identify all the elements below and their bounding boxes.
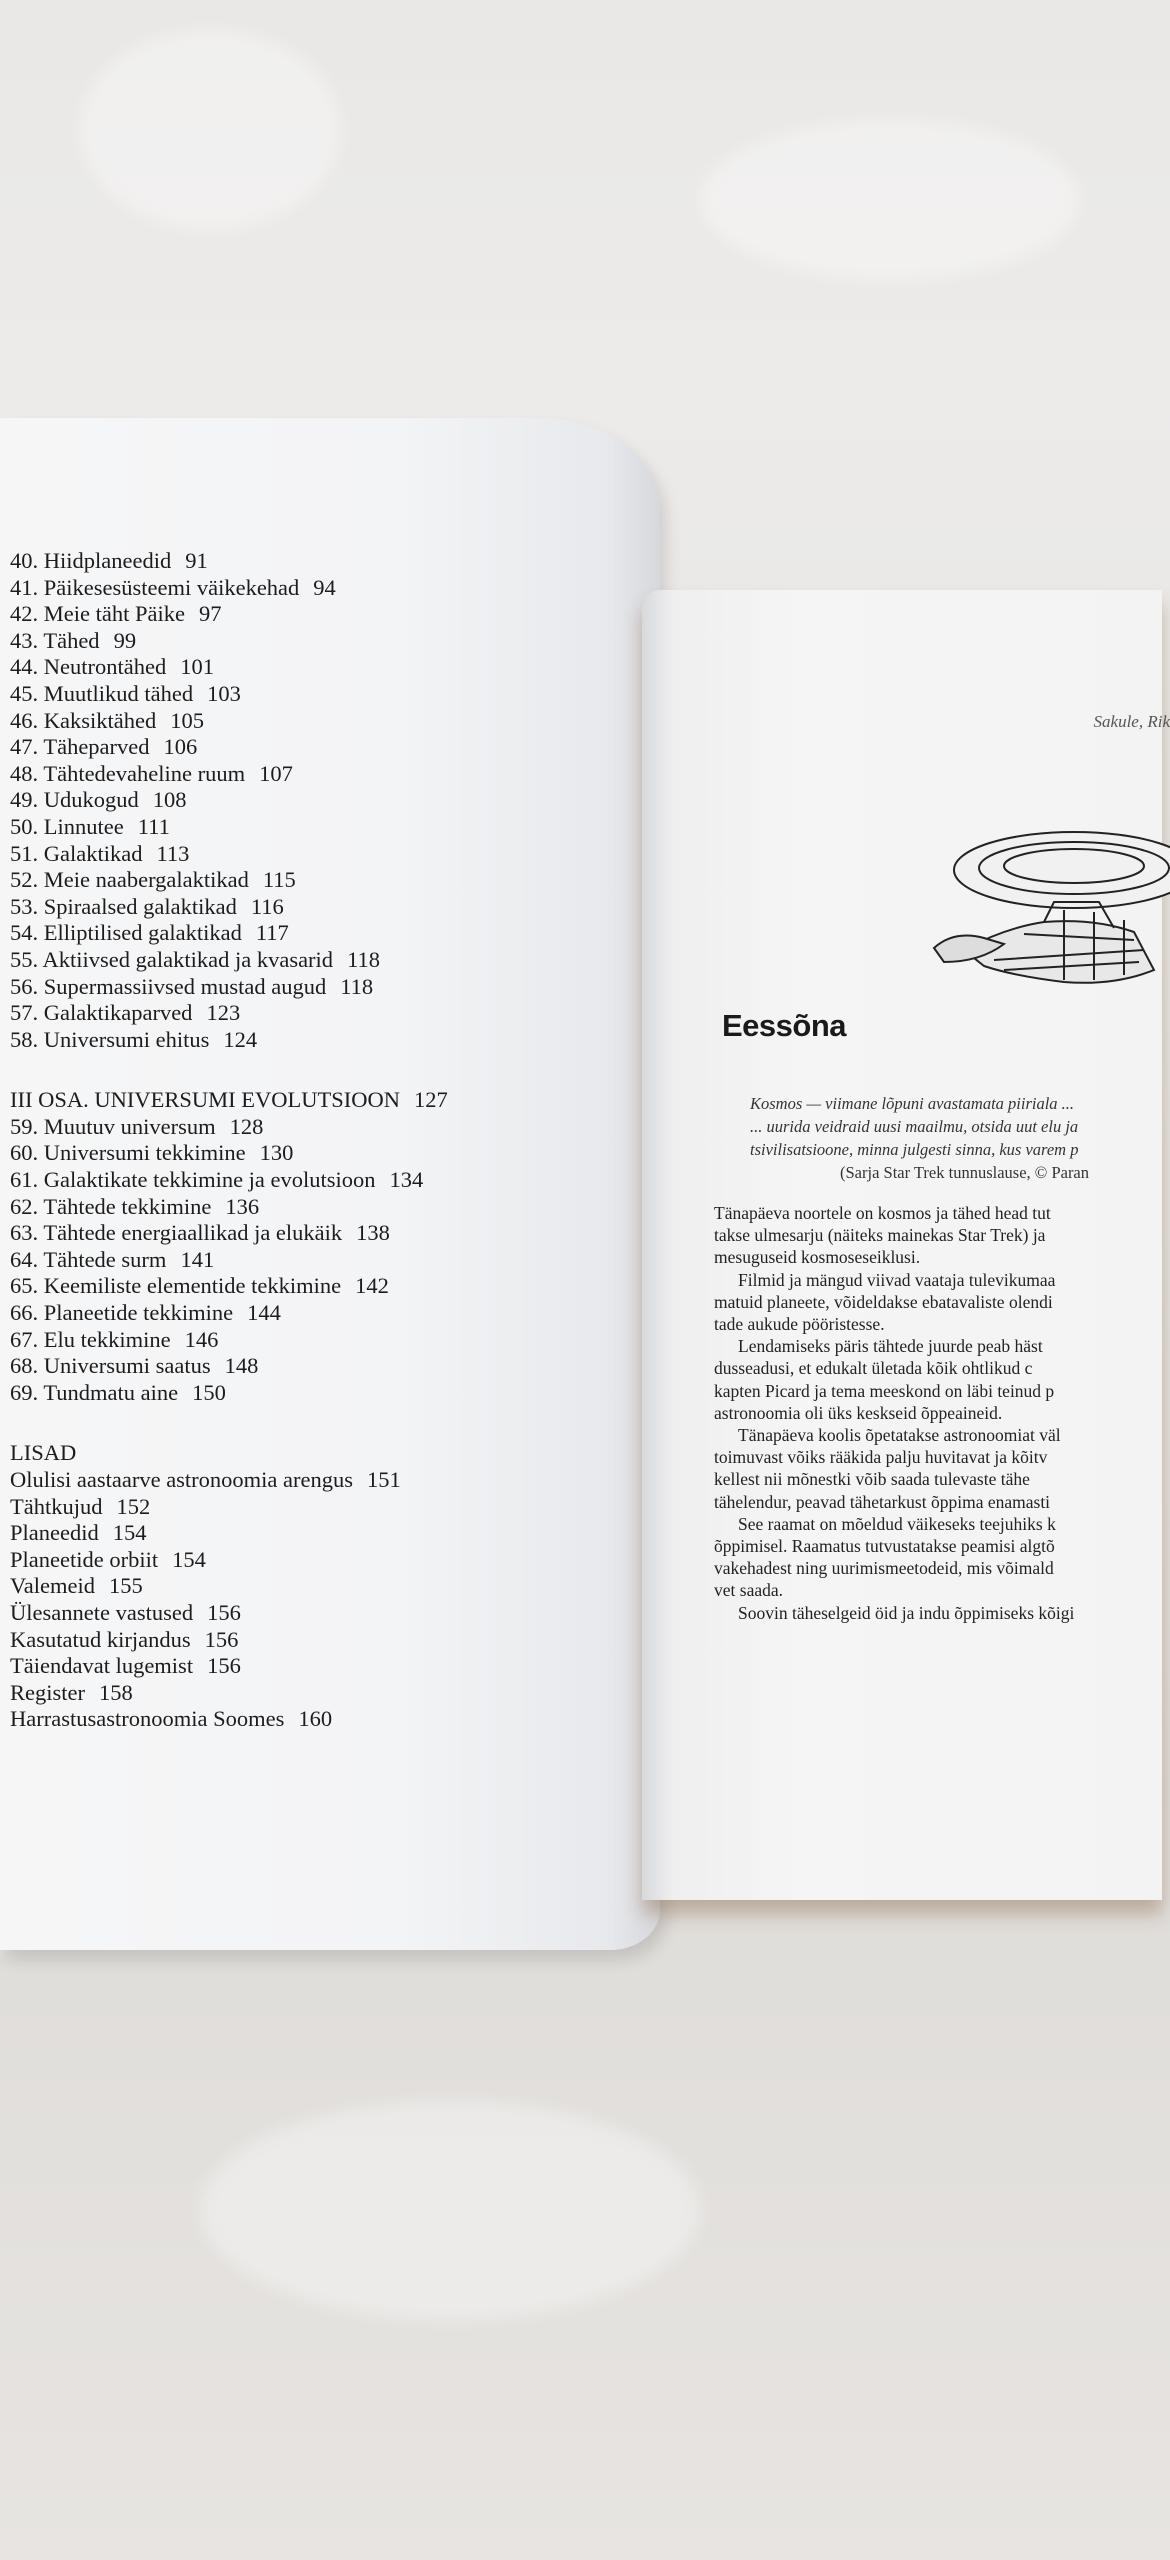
toc-entry-page: 105 [170,707,204,733]
toc-entry-label: 53. Spiraalsed galaktikad [10,893,237,919]
preface-line: See raamat on mõeldud väikeseks teejuhiks k [738,1513,1056,1534]
toc-entry-label: 42. Meie täht Päike [10,601,185,627]
toc-entry [10,1327,448,1354]
toc-entry-label: 69. Tundmatu aine [10,1379,179,1405]
toc-entry [10,1573,448,1600]
toc-entry-label: Olulisi aastaarve astronoomia arengus [10,1467,354,1492]
toc-entry-label: 51. Galaktikad [10,840,143,866]
toc-entry [10,1680,448,1707]
toc-entry-label: 58. Universumi ehitus [10,1026,210,1052]
toc-entry-label: 40. Hiidplaneedid [10,548,172,573]
toc-entry [10,1494,448,1521]
toc-entry-label: 45. Muutlikud tähed [10,680,194,706]
toc-entry [10,1114,448,1141]
preface-line: astronoomia oli üks keskseid õppeaineid. [714,1402,1003,1423]
toc-entry-page: 152 [116,1493,151,1519]
toc-entry [10,628,448,655]
toc-entry-label: 60. Universumi tekkimine [10,1140,246,1166]
section-title: III OSA. UNIVERSUMI EVOLUTSIOON 127 [10,1087,448,1113]
toc-entry-page: 154 [172,1546,206,1572]
dedication: Sakule, Rik [1093,712,1170,731]
toc-entry [10,1380,448,1407]
toc-entry-label: 49. Udukogud [10,787,139,813]
toc-entry-label: Planeedid [10,1520,99,1546]
toc-entry-label: 66. Planeetide tekkimine [10,1300,234,1326]
toc-entry [10,575,448,602]
toc-entry [10,1000,448,1027]
preface-line: Soovin täheselgeid öid ja indu õppimiseks kõigi [738,1602,1075,1623]
toc-entry-page: 91 [185,548,208,573]
toc-entry-label: Register [10,1679,85,1705]
preface-line: dusseadusi, et edukalt ületada kõik ohtlikud c [714,1358,1033,1379]
toc-entry-page: 97 [198,601,222,627]
toc-entry-label: Valemeid [10,1573,95,1599]
toc-entry-page: 123 [206,1000,241,1026]
toc-entry [10,1194,448,1221]
toc-entry-page: 160 [298,1706,333,1732]
toc-entry [10,841,448,868]
toc-entry-page: 128 [229,1113,264,1139]
toc-entry-label: Harrastusastronoomia Soomes [10,1706,285,1732]
right-page [642,590,1170,1900]
preface-line: mesuguseid kosmoseseiklusi. [714,1247,921,1268]
cloth-highlight [200,2100,700,2320]
table-of-contents [10,548,448,1733]
toc-entry-page: 99 [113,627,137,653]
starship-illustration [924,810,1164,1000]
toc-entry [10,1353,448,1380]
toc-entry-page: 156 [204,1626,239,1652]
toc-entry-label: 46. Kaksiktähed [10,707,157,733]
toc-entry-page: 101 [180,654,214,680]
toc-entry-label: 62. Tähtede tekkimine [10,1193,212,1219]
toc-entry-label: Kasutatud kirjandus [10,1626,191,1652]
toc-entry-page: 138 [356,1220,390,1246]
preface-line: õppimisel. Raamatus tutvustatakse peamisi algtõ [714,1536,1055,1557]
toc-entry-page: 117 [255,920,289,946]
toc-entry-label: 63. Tähtede energiaallikad ja elukäik [10,1220,343,1246]
preface-line: tade aukude pööristesse. [714,1314,885,1335]
preface-line: Tänapäeva koolis õpetatakse astronoomiat väl [738,1425,1061,1446]
toc-entry-page: 154 [112,1520,147,1546]
toc-entry-page: 155 [108,1573,143,1599]
toc-entry [10,787,448,814]
toc-entry-label: 57. Galaktikaparved [10,1000,193,1026]
appendix-title: LISAD [10,1440,77,1466]
toc-entry-label: 64. Tähtede surm [10,1246,167,1272]
toc-entry [10,1140,448,1167]
toc-entry-page: 156 [207,1653,241,1679]
toc-entry-label: 52. Meie naabergalaktikad [10,867,249,893]
preface-line: Filmid ja mängud viivad vaataja tulevikumaa [738,1269,1056,1290]
toc-entry-page: 107 [259,760,293,786]
toc-entry [10,920,448,947]
toc-entry-page: 118 [340,973,374,999]
toc-entry [10,708,448,735]
preface-line: tähelendur, peavad tähetarkust õppima enamasti [714,1491,1051,1512]
toc-entry-label: 48. Tähtedevaheline ruum [10,760,246,786]
page-heading: Eessõna [722,1008,847,1043]
toc-entry [10,1027,448,1054]
toc-entry-page: 141 [180,1246,215,1272]
toc-entry [10,654,448,681]
left-page [0,418,660,1950]
toc-entry [10,1706,448,1733]
toc-entry-label: Ülesannete vastused [10,1599,194,1625]
toc-entry-label: 65. Keemiliste elementide tekkimine [10,1273,342,1299]
toc-entry [10,1600,448,1627]
cloth-highlight [700,120,1080,280]
toc-entry-label: Täiendavat lugemist [10,1653,194,1679]
toc-entry-page: 130 [259,1140,294,1166]
toc-entry-page: 146 [184,1326,219,1352]
toc-entry [10,894,448,921]
toc-entry-page: 113 [156,840,190,866]
toc-entry-label: Tähtkujud [10,1493,103,1519]
toc-entry [10,1467,448,1494]
toc-entry-page: 136 [225,1193,260,1219]
toc-entry-page: 111 [137,813,170,839]
toc-entry-page: 118 [347,946,380,972]
preface-line: kellest nii mõnestki võib saada tulevaste tähe [714,1469,1030,1490]
toc-entry-label: 67. Elu tekkimine [10,1326,171,1352]
toc-entry-page: 94 [313,574,336,600]
toc-entry-label: 59. Muutuv universum [10,1113,216,1139]
toc-entry-label: 47. Täheparved [10,734,150,760]
toc-entry-page: 144 [247,1300,281,1326]
toc-entry [10,1653,448,1680]
toc-entry [10,947,448,974]
toc-entry-label: Planeetide orbiit [10,1546,159,1572]
preface-line: kapten Picard ja tema meeskond on läbi teinud p [714,1380,1055,1401]
toc-entry [10,814,448,841]
toc-entry [10,1520,448,1547]
toc-entry [10,974,448,1001]
toc-entry [10,601,448,628]
toc-entry-label: 43. Tähed [10,627,100,653]
toc-entry-page: 108 [152,787,187,813]
toc-entry-page: 151 [367,1467,401,1492]
toc-entry-page: 103 [207,680,241,706]
toc-entry [10,1627,448,1654]
toc-entry-page: 156 [207,1599,241,1625]
toc-entry-page: 148 [224,1353,259,1379]
preface-line: toimuvast võiks rääkida palju huvitavat ja kõitv [714,1447,1048,1468]
toc-entry-page: 142 [355,1273,389,1299]
toc-entry-page: 124 [223,1026,258,1052]
toc-entry-label: 44. Neutrontähed [10,654,167,680]
toc-entry [10,1547,448,1574]
toc-entry [10,1167,448,1194]
toc-entry [10,1220,448,1247]
epigraph: Kosmos — viimane lõpuni avastamata piiriala ... ... uurida veidraid uusi maailmu, otsida uut elu ja tsivilisatsioone, minna julgesti sinna, kus varem p (Sarja Star Trek tunnuslause, © Paran [750,1094,1090,1182]
toc-entry-label: 61. Galaktikate tekkimine ja evolutsioon [10,1167,376,1193]
toc-entry-label: 68. Universumi saatus [10,1353,211,1379]
toc-entry [10,681,448,708]
toc-entry [10,867,448,894]
preface-line: matuid planeete, võideldakse ebatavaliste olendi [714,1291,1053,1312]
toc-entry [10,1247,448,1274]
preface-line: vakehadest ning uurimismeetodeid, mis võimald [714,1558,1054,1579]
toc-entry-page: 116 [250,893,284,919]
toc-entry [10,761,448,788]
toc-entry [10,548,448,575]
toc-entry-page: 115 [262,867,296,893]
toc-entry [10,1273,448,1300]
preface-line: takse ulmesarju (näiteks mainekas Star Trek) ja [714,1225,1046,1246]
toc-entry-label: 56. Supermassiivsed mustad augud [10,973,327,999]
toc-entry-page: 150 [192,1379,226,1405]
toc-entry [10,1300,448,1327]
toc-entry-page: 134 [389,1167,424,1193]
preface-line: Tänapäeva noortele on kosmos ja tähed head tut [714,1203,1051,1223]
toc-entry-label: 55. Aktiivsed galaktikad ja kvasarid [10,946,334,972]
toc-entry-label: 50. Linnutee [10,813,124,839]
toc-entry-label: 54. Elliptilised galaktikad [10,920,242,946]
toc-entry-label: 41. Päikesesüsteemi väikekehad [10,574,300,600]
epigraph-source: (Sarja Star Trek tunnuslause, © Paran [840,1163,1090,1182]
preface-line: vet saada. [714,1580,783,1601]
preface-line: Lendamiseks päris tähtede juurde peab häst [738,1336,1043,1357]
preface-text [714,1202,1074,1624]
cloth-highlight [80,30,340,230]
toc-entry-page: 106 [163,734,198,760]
toc-entry [10,734,448,761]
toc-entry-page: 158 [98,1679,133,1705]
